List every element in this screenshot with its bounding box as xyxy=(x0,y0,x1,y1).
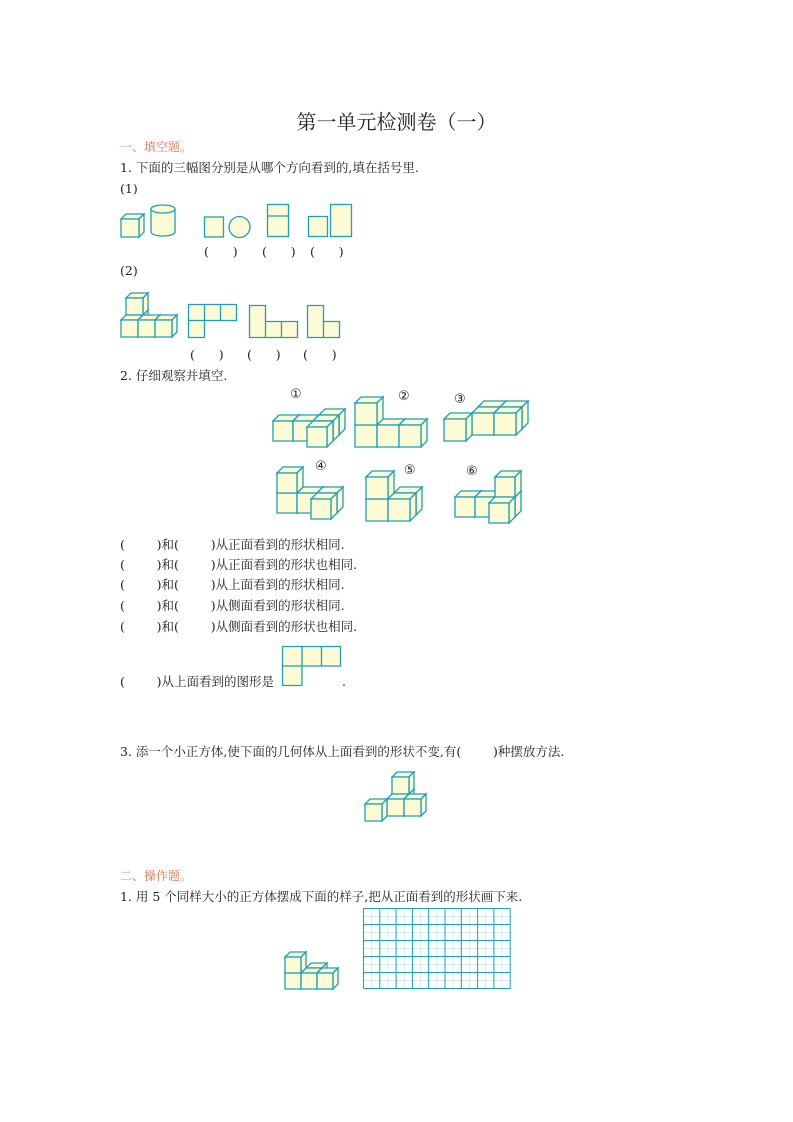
cube-face xyxy=(121,219,139,237)
cube-face xyxy=(421,419,427,447)
cube-figure xyxy=(120,205,145,238)
cube-face xyxy=(516,407,522,435)
cube-face xyxy=(126,298,143,315)
cube-face xyxy=(466,413,472,441)
cube-face xyxy=(387,799,404,816)
cube-face xyxy=(155,320,172,337)
op-q1-text: 1. 用 5 个同样大小的正方体摆成下面的样子,把从正面看到的形状画下来. xyxy=(120,889,523,904)
figure-2 xyxy=(354,396,434,448)
cube-face xyxy=(138,320,155,337)
cube-face xyxy=(377,397,383,425)
q2-last-line[interactable]: ( )从上面看到的图形是 xyxy=(120,674,275,689)
cube-face xyxy=(366,477,388,499)
cube-face xyxy=(489,503,509,523)
op-cube-figure xyxy=(284,944,344,990)
figure-4 xyxy=(270,458,346,520)
cube-face xyxy=(404,799,421,816)
cube-face xyxy=(444,419,466,441)
q1-p1-blank-1[interactable]: ( ) xyxy=(204,244,238,259)
cube-face xyxy=(388,471,394,499)
q2-line-2[interactable]: ( )和( )从正面看到的形状也相同. xyxy=(120,557,358,572)
cube-face xyxy=(311,499,331,519)
cube-face xyxy=(139,214,144,237)
cube-face xyxy=(522,401,528,429)
q2-line-5[interactable]: ( )和( )从侧面看到的形状也相同. xyxy=(120,619,358,634)
figure-6 xyxy=(448,462,524,524)
cube-face xyxy=(494,413,516,435)
view-square-circle xyxy=(204,205,254,239)
cube-face xyxy=(366,499,388,521)
cube-face xyxy=(399,425,421,447)
q2-last-line-period: . xyxy=(342,674,346,689)
cube-face xyxy=(273,421,293,441)
q1-p2-blank-3[interactable]: ( ) xyxy=(303,347,337,362)
q1-p2-blank-1[interactable]: ( ) xyxy=(190,347,224,362)
view-side-l xyxy=(307,305,343,341)
figure-label-2: ② xyxy=(398,389,410,404)
q1-p1-blank-3[interactable]: ( ) xyxy=(310,244,344,259)
section-1-heading: 一、填空题。 xyxy=(120,140,193,154)
cube-face xyxy=(472,413,494,435)
cube-face xyxy=(377,425,399,447)
cube-face xyxy=(307,427,327,447)
q1-part2-label: (2) xyxy=(120,263,138,278)
q3-text: 3. 添一个小正方体,使下面的几何体从上面看到的形状不变,有( )种摆放方法. xyxy=(120,744,565,759)
cube-face xyxy=(392,777,409,794)
view-top-grid xyxy=(188,304,240,340)
view-square-tall-rect xyxy=(308,204,356,238)
cube-face xyxy=(355,403,377,425)
cube-structure-figure xyxy=(120,288,182,338)
cube-face xyxy=(455,497,475,517)
top-view-shape xyxy=(282,646,344,688)
figure-label-4: ④ xyxy=(315,459,327,474)
q2-line-1[interactable]: ( )和( )从正面看到的形状相同. xyxy=(120,537,345,552)
q1-part1-label: (1) xyxy=(120,181,138,196)
cube-face xyxy=(495,477,515,497)
figure-5 xyxy=(365,468,427,522)
q1-text: 1. 下面的三幅图分别是从哪个方向看到的,填在括号里. xyxy=(120,160,419,175)
q2-line-4[interactable]: ( )和( )从侧面看到的形状相同. xyxy=(120,598,345,613)
figure-label-3: ③ xyxy=(454,392,466,407)
section-2-heading: 二、操作题。 xyxy=(120,869,193,883)
q1-p1-blank-2[interactable]: ( ) xyxy=(262,244,296,259)
view-front-l xyxy=(249,305,301,341)
cube-face xyxy=(416,487,422,515)
q3-cube-figure xyxy=(364,764,432,822)
figure-label-6: ⑥ xyxy=(466,464,478,479)
cube-face xyxy=(301,973,317,989)
cube-face xyxy=(277,493,297,513)
cube-face xyxy=(410,493,416,521)
cube-face xyxy=(317,973,333,989)
cube-face xyxy=(277,473,297,493)
cube-face xyxy=(355,425,377,447)
cube-face xyxy=(285,957,301,973)
q1-p2-blank-2[interactable]: ( ) xyxy=(247,347,281,362)
cube-face xyxy=(285,973,301,989)
q2-text: 2. 仔细观察并填空. xyxy=(120,368,228,383)
page-title: 第一单元检测卷（一） xyxy=(296,110,497,134)
drawing-grid[interactable] xyxy=(363,908,513,992)
figure-label-1: ① xyxy=(290,387,302,402)
cube-face xyxy=(365,804,382,821)
cylinder-figure xyxy=(150,204,178,238)
cube-face xyxy=(121,320,138,337)
cube-face xyxy=(388,499,410,521)
figure-1 xyxy=(266,400,346,448)
view-stacked-rect xyxy=(267,204,291,238)
q2-line-3[interactable]: ( )和( )从上面看到的形状相同. xyxy=(120,577,345,592)
figure-label-5: ⑤ xyxy=(404,463,416,478)
